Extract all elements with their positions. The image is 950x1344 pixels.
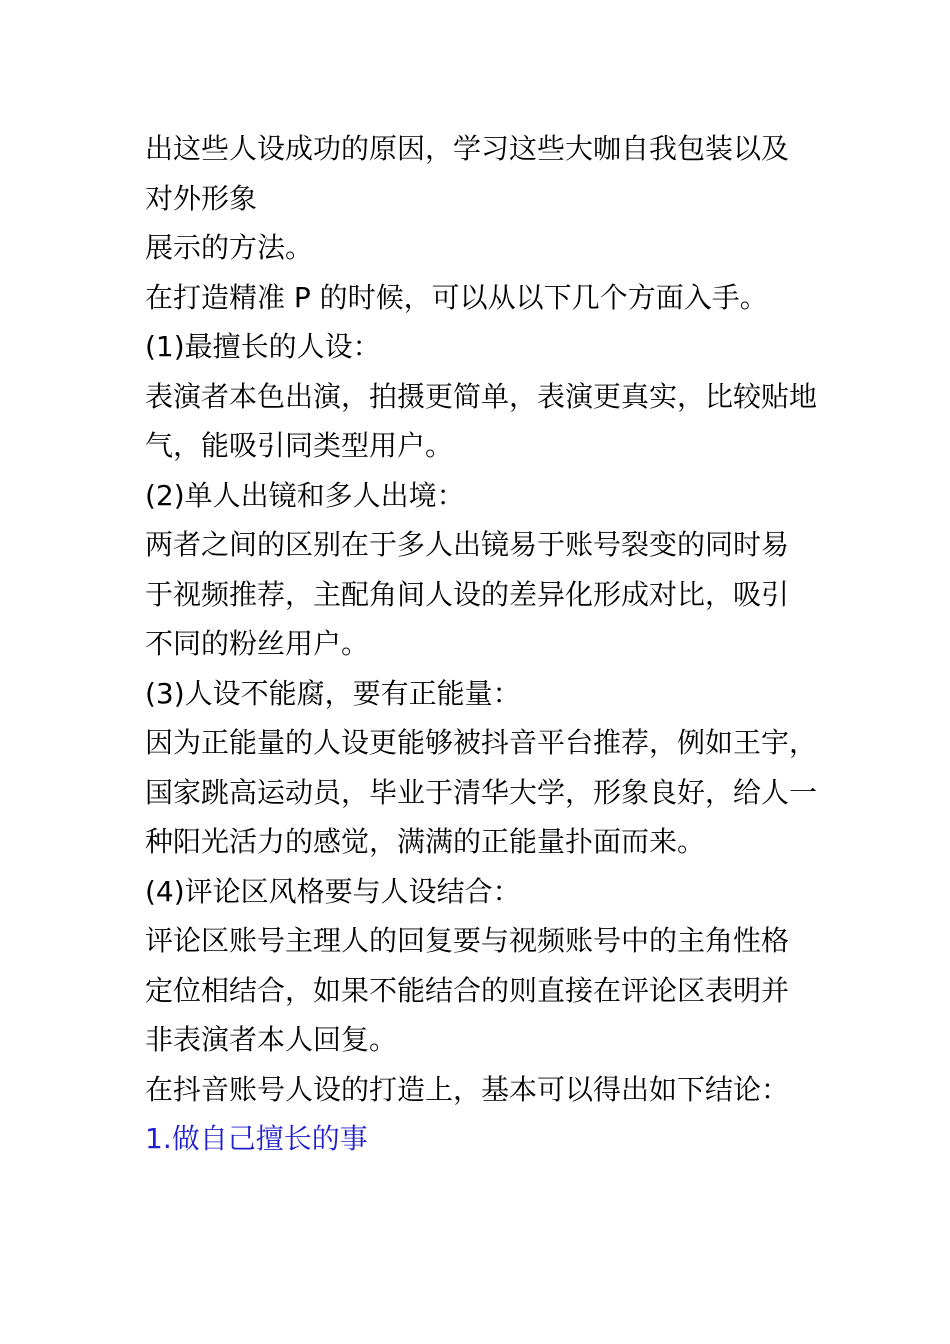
text-line-6: 表演者本色出演，拍摄更简单，表演更真实，比较贴地 <box>145 379 818 413</box>
section-heading-4: (4)评论区风格要与人设结合： <box>145 874 521 908</box>
text-line-18: 定位相结合，如果不能结合的则直接在评论区表明并 <box>145 973 790 1007</box>
document-page <box>145 124 825 1164</box>
text-line-10: 于视频推荐，主配角间人设的差异化形成对比，吸引 <box>145 577 790 611</box>
section-heading-1: (1)最擅长的人设： <box>145 330 381 363</box>
section-heading-3: (3)人设不能腐，要有正能量： <box>145 676 521 710</box>
text-line-9: 两者之间的区别在于多人出镜易于账号裂变的同时易 <box>145 528 790 561</box>
text-line-7: 气，能吸引同类型用户。 <box>145 429 454 462</box>
text-line-3: 展示的方法。 <box>145 231 314 264</box>
text-line-4: 在打造精准 P 的时候，可以从以下几个方面入手。 <box>145 280 768 314</box>
text-line-11: 不同的粉丝用户。 <box>145 627 370 660</box>
text-line-20: 在抖音账号人设的打造上，基本可以得出如下结论： <box>145 1072 790 1106</box>
text-line-14: 国家跳高运动员，毕业于清华大学，形象良好，给人一 <box>145 775 818 809</box>
text-line-15: 种阳光活力的感觉，满满的正能量扑面而来。 <box>145 825 706 858</box>
section-heading-2: (2)单人出镜和多人出境： <box>145 478 465 512</box>
text-line-19: 非表演者本人回复。 <box>145 1023 398 1056</box>
text-line-13: 因为正能量的人设更能够被抖音平台推荐，例如王宇， <box>145 726 818 759</box>
text-line-17: 评论区账号主理人的回复要与视频账号中的主角性格 <box>145 924 790 957</box>
conclusion-link-item-1[interactable]: 1.做自己擅长的事 <box>145 1122 368 1155</box>
text-line-1: 出这些人设成功的原因，学习这些大咖自我包装以及 <box>145 132 790 165</box>
text-line-2: 对外形象 <box>145 181 258 215</box>
